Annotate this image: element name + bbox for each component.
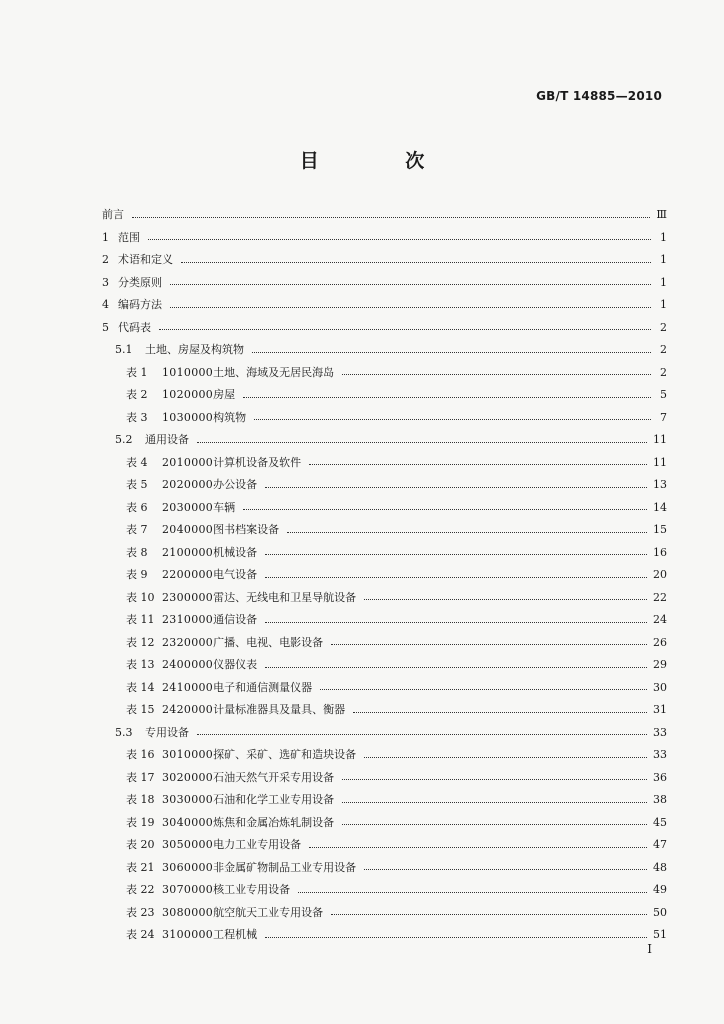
toc-page-number: 1 — [660, 230, 667, 244]
toc-page-number: 16 — [653, 545, 667, 559]
toc-dot-leader — [342, 779, 647, 780]
toc-dot-leader — [342, 824, 647, 825]
toc-page-number: 38 — [653, 793, 667, 806]
toc-dot-leader — [265, 622, 647, 623]
toc-title: 广播、电视、电影设备 — [213, 635, 324, 649]
toc-dot-leader — [265, 937, 647, 938]
toc-code: 2100000 — [162, 545, 214, 559]
toc-title: 分类原则 — [118, 275, 162, 289]
toc-title: 编码方法 — [118, 298, 162, 311]
toc-dot-leader — [197, 734, 647, 735]
toc-entry[interactable] — [102, 902, 667, 925]
toc-page-number: 45 — [653, 815, 667, 829]
toc-code: 2030000 — [162, 500, 214, 514]
toc-title: 仪器仪表 — [213, 658, 258, 671]
toc-entry[interactable] — [102, 812, 667, 835]
toc-code: 2020000 — [162, 478, 214, 491]
toc-entry[interactable] — [102, 654, 667, 677]
toc-entry[interactable] — [102, 767, 667, 790]
toc-entry[interactable] — [102, 407, 667, 430]
toc-entry[interactable] — [102, 924, 667, 947]
toc-table-label: 表 24 — [126, 928, 155, 941]
toc-title: 航空航天工业专用设备 — [213, 905, 324, 919]
toc-page-number: 2 — [660, 320, 667, 334]
toc-title: 电力工业专用设备 — [213, 838, 302, 851]
toc-section-number: 1 — [102, 230, 109, 244]
toc-page-number: 24 — [653, 613, 667, 626]
toc-section-number: 5 — [102, 320, 109, 334]
toc-title: 范围 — [118, 230, 140, 244]
toc-entry[interactable] — [102, 632, 667, 655]
toc-dot-leader — [252, 352, 651, 353]
toc-title: 石油和化学工业专用设备 — [213, 793, 335, 806]
toc-dot-leader — [148, 239, 651, 240]
toc-title: 图书档案设备 — [213, 523, 280, 536]
toc-code: 2420000 — [162, 703, 214, 716]
table-of-contents — [102, 204, 667, 947]
toc-entry[interactable] — [102, 227, 667, 250]
toc-dot-leader — [170, 307, 651, 308]
toc-dot-leader — [320, 689, 647, 690]
toc-title: 炼焦和金属冶炼轧制设备 — [213, 815, 335, 829]
toc-entry[interactable] — [102, 519, 667, 542]
toc-code: 3040000 — [162, 815, 214, 829]
toc-entry[interactable] — [102, 362, 667, 385]
toc-title: 计算机设备及软件 — [213, 455, 302, 469]
toc-code: 2200000 — [162, 568, 214, 581]
toc-page-number: 2 — [660, 365, 667, 379]
toc-page-number: 51 — [653, 928, 667, 941]
toc-entry[interactable] — [102, 294, 667, 317]
toc-title: 通信设备 — [213, 613, 258, 626]
toc-dot-leader — [181, 262, 651, 263]
toc-entry[interactable] — [102, 339, 667, 362]
toc-section-number: 3 — [102, 275, 109, 289]
toc-page-number: 15 — [653, 523, 667, 536]
toc-entry[interactable] — [102, 317, 667, 340]
toc-page-number: 29 — [653, 658, 667, 671]
toc-table-label: 表 16 — [126, 748, 155, 761]
toc-title: 计量标准器具及量具、衡器 — [213, 703, 346, 716]
toc-code: 3100000 — [162, 928, 214, 941]
toc-entry[interactable] — [102, 879, 667, 902]
toc-table-label: 表 5 — [126, 478, 148, 491]
toc-title: 机械设备 — [213, 545, 258, 559]
toc-page-number: 48 — [653, 860, 667, 874]
toc-title: 代码表 — [118, 320, 151, 334]
toc-section-number: 5.1 — [115, 343, 133, 356]
toc-section-number: 4 — [102, 298, 109, 311]
toc-code: 2010000 — [162, 455, 214, 469]
toc-page-number: 1 — [660, 253, 667, 266]
toc-title: 非金属矿物制品工业专用设备 — [213, 860, 357, 874]
toc-page-number: 1 — [660, 298, 667, 311]
toc-code: 2400000 — [162, 658, 214, 671]
toc-section-number: 2 — [102, 253, 109, 266]
toc-dot-leader — [265, 554, 647, 555]
toc-dot-leader — [243, 509, 647, 510]
standard-number: GB/T 14885—2010 — [536, 89, 662, 103]
toc-entry[interactable] — [102, 452, 667, 475]
toc-dot-leader — [342, 374, 651, 375]
toc-dot-leader — [254, 419, 651, 420]
toc-table-label: 表 11 — [126, 613, 155, 626]
toc-page-number: 31 — [653, 703, 667, 716]
toc-page-number: 50 — [653, 905, 667, 919]
toc-dot-leader — [353, 712, 647, 713]
toc-entry[interactable] — [102, 699, 667, 722]
toc-table-label: 表 10 — [126, 590, 155, 604]
toc-dot-leader — [243, 397, 651, 398]
toc-title: 房屋 — [213, 388, 236, 401]
toc-page-number: 47 — [653, 838, 667, 851]
toc-code: 3050000 — [162, 838, 214, 851]
toc-entry[interactable] — [102, 789, 667, 812]
toc-table-label: 表 7 — [126, 523, 148, 536]
toc-entry[interactable] — [102, 249, 667, 272]
toc-page-number: 13 — [653, 478, 667, 491]
toc-table-label: 表 12 — [126, 635, 155, 649]
toc-table-label: 表 15 — [126, 703, 155, 716]
toc-code: 1020000 — [162, 388, 214, 401]
toc-dot-leader — [309, 464, 647, 465]
toc-entry[interactable] — [102, 857, 667, 880]
toc-entry[interactable] — [102, 677, 667, 700]
toc-code: 3020000 — [162, 770, 214, 784]
toc-entry[interactable] — [102, 384, 667, 407]
toc-dot-leader — [287, 532, 647, 533]
toc-table-label: 表 23 — [126, 905, 155, 919]
toc-entry[interactable] — [102, 609, 667, 632]
toc-dot-leader — [265, 667, 647, 668]
toc-dot-leader — [331, 644, 647, 645]
toc-code: 1030000 — [162, 410, 214, 424]
toc-table-label: 表 3 — [126, 410, 148, 424]
toc-dot-leader — [342, 802, 647, 803]
toc-title: 术语和定义 — [118, 253, 173, 266]
toc-table-label: 表 20 — [126, 838, 155, 851]
toc-page-number: 30 — [653, 680, 667, 694]
toc-dot-leader — [265, 577, 647, 578]
toc-table-label: 表 14 — [126, 680, 155, 694]
toc-page-number: 7 — [660, 410, 667, 424]
toc-code: 2040000 — [162, 523, 214, 536]
toc-title: 前言 — [102, 208, 124, 221]
toc-code: 3070000 — [162, 883, 214, 896]
toc-page-number: 36 — [653, 770, 667, 784]
toc-page-number: 49 — [653, 883, 667, 896]
toc-title: 土地、房屋及构筑物 — [145, 343, 244, 356]
toc-code: 3060000 — [162, 860, 214, 874]
toc-section-number: 5.2 — [115, 433, 133, 446]
toc-page-number: 26 — [653, 635, 667, 649]
toc-entry[interactable] — [102, 474, 667, 497]
toc-code: 2410000 — [162, 680, 214, 694]
toc-entry[interactable] — [102, 497, 667, 520]
toc-table-label: 表 4 — [126, 455, 148, 469]
toc-code: 2300000 — [162, 590, 214, 604]
toc-title: 车辆 — [213, 500, 236, 514]
toc-title: 雷达、无线电和卫星导航设备 — [213, 590, 357, 604]
toc-title: 构筑物 — [213, 410, 247, 424]
page-number: I — [647, 942, 652, 956]
toc-code: 3010000 — [162, 748, 214, 761]
toc-page-number: 33 — [653, 748, 667, 761]
toc-title: 电气设备 — [213, 568, 258, 581]
toc-table-label: 表 8 — [126, 545, 148, 559]
toc-code: 2320000 — [162, 635, 214, 649]
toc-entry[interactable] — [102, 204, 667, 227]
toc-table-label: 表 6 — [126, 500, 148, 514]
toc-code: 3030000 — [162, 793, 214, 806]
toc-table-label: 表 22 — [126, 883, 155, 896]
toc-dot-leader — [309, 847, 647, 848]
toc-page-number: 5 — [660, 388, 667, 401]
toc-dot-leader — [170, 284, 651, 285]
toc-page-number: 33 — [653, 725, 667, 739]
toc-dot-leader — [197, 442, 647, 443]
toc-page-number: 1 — [660, 275, 667, 289]
toc-table-label: 表 18 — [126, 793, 155, 806]
toc-page-number: 11 — [653, 433, 667, 446]
toc-dot-leader — [364, 757, 647, 758]
toc-dot-leader — [364, 599, 647, 600]
toc-table-label: 表 13 — [126, 658, 155, 671]
toc-title: 土地、海域及无居民海岛 — [213, 365, 335, 379]
toc-page-number: 14 — [653, 500, 667, 514]
toc-table-label: 表 21 — [126, 860, 155, 874]
toc-dot-leader — [364, 869, 647, 870]
toc-entry[interactable] — [102, 542, 667, 565]
toc-title: 石油天然气开采专用设备 — [213, 770, 335, 784]
toc-dot-leader — [265, 487, 647, 488]
toc-page-number: 2 — [660, 343, 667, 356]
toc-page-number: 22 — [653, 590, 667, 604]
toc-dot-leader — [159, 329, 651, 330]
toc-dot-leader — [298, 892, 647, 893]
toc-title: 核工业专用设备 — [213, 883, 291, 896]
toc-title: 办公设备 — [213, 478, 258, 491]
toc-dot-leader — [331, 914, 647, 915]
page-title-text: 目 次 — [299, 150, 465, 172]
toc-dot-leader — [132, 217, 650, 218]
toc-page-number: 20 — [653, 568, 667, 581]
toc-entry[interactable] — [102, 722, 667, 745]
toc-page-number: Ⅲ — [656, 208, 667, 221]
toc-title: 电子和通信测量仪器 — [213, 680, 313, 694]
toc-section-number: 5.3 — [115, 725, 133, 739]
toc-table-label: 表 19 — [126, 815, 155, 829]
toc-table-label: 表 1 — [126, 365, 148, 379]
toc-entry[interactable] — [102, 564, 667, 587]
toc-table-label: 表 9 — [126, 568, 148, 581]
toc-code: 1010000 — [162, 365, 214, 379]
toc-entry[interactable] — [102, 744, 667, 767]
toc-entry[interactable] — [102, 587, 667, 610]
toc-code: 3080000 — [162, 905, 214, 919]
toc-title: 探矿、采矿、选矿和造块设备 — [213, 748, 357, 761]
toc-page-number: 11 — [653, 455, 667, 469]
toc-entry[interactable] — [102, 429, 667, 452]
page-title — [0, 146, 724, 173]
toc-entry[interactable] — [102, 272, 667, 295]
toc-title: 工程机械 — [213, 928, 258, 941]
toc-table-label: 表 17 — [126, 770, 155, 784]
toc-code: 2310000 — [162, 613, 214, 626]
toc-title: 通用设备 — [145, 433, 189, 446]
toc-entry[interactable] — [102, 834, 667, 857]
toc-table-label: 表 2 — [126, 388, 148, 401]
toc-title: 专用设备 — [145, 725, 189, 739]
